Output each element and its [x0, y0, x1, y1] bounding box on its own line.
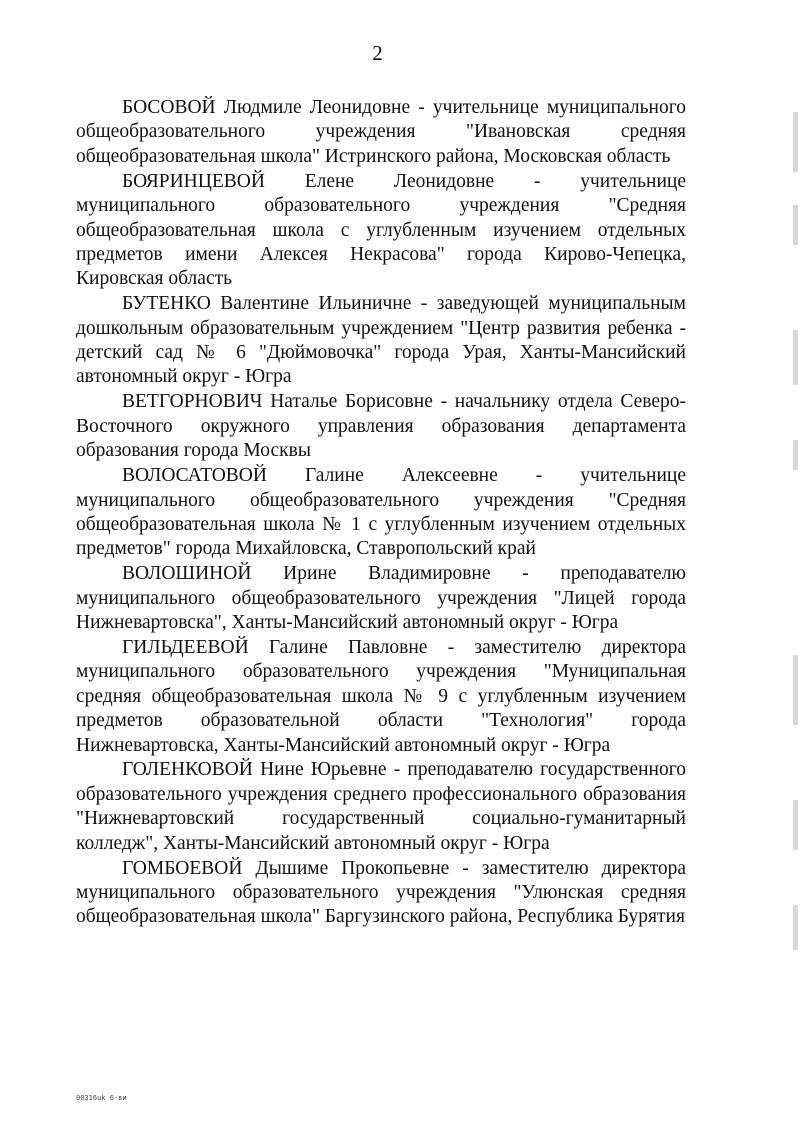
list-entry-gildeevoy: ГИЛЬДЕЕВОЙ Галине Павловне - заместителю директора муниципального образовательного учреждения "Муниципальная средняя общеобразовательная школа № 9 с углубленным изучением предметов образовательной области "Технология" города Нижневартовска, Ханты-Мансийский автономный округ - Югра [76, 636, 686, 756]
list-entry-butenko: БУТЕНКО Валентине Ильиничне - заведующей муниципальным дошкольным образовательным учреждением "Центр развития ребенка - детский сад № 6 "Дюймовочка" города Урая, Ханты-Мансийский автономный округ - Югра [76, 293, 686, 388]
page-number: 2 [372, 41, 383, 65]
award-list [76, 96, 686, 930]
document-code: 00316uk 6-ви [76, 1094, 127, 1102]
list-entry-gomboevoy: ГОМБОЕВОЙ Дышиме Прокопьевне - заместителю директора муниципального образовательного учреждения "Улюнская средняя общеобразовательная школа" Баргузинского района, Республика Бурятия [76, 857, 686, 928]
list-entry-vetgornovich: ВЕТГОРНОВИЧ Наталье Борисовне - начальнику отдела Северо-Восточного окружного управления образования департамента образования города Москвы [76, 391, 686, 462]
list-entry-golenkovoy: ГОЛЕНКОВОЙ Нине Юрьевне - преподавателю государственного образовательного учреждения среднего профессионального образования "Нижневартовский государственный социально-гуманитарный колледж", Ханты-Мансийский автономный округ - Югра [76, 759, 686, 854]
scan-edge-mark [793, 440, 798, 470]
scan-edge-mark [793, 905, 798, 950]
list-entry-bosovoy: БОСОВОЙ Людмиле Леонидовне - учительнице муниципального общеобразовательного учреждения "Ивановская средняя общеобразовательная школа" Истринского района, Московская область [76, 97, 686, 167]
list-entry-voloshinoy: ВОЛОШИНОЙ Ирине Владимировне - преподавателю муниципального общеобразовательного учреждения "Лицей города Нижневартовска", Ханты-Мансийский автономный округ - Югра [76, 563, 686, 634]
scan-edge-mark [793, 330, 798, 385]
scan-edge-mark [793, 800, 798, 850]
scan-edge-mark [793, 112, 798, 172]
scan-edge-mark [793, 205, 798, 245]
scan-edge-marks [786, 0, 800, 1131]
list-entry-volosatovoy: ВОЛОСАТОВОЙ Галине Алексеевне - учительнице муниципального общеобразовательного учреждения "Средняя общеобразовательная школа № 1 с углубленным изучением отдельных предметов" города Михайловска, Ставропольский край [76, 465, 686, 560]
scan-edge-mark [793, 655, 798, 725]
list-entry-boyarintsevoy: БОЯРИНЦЕВОЙ Елене Леонидовне - учительнице муниципального образовательного учреждения "Средняя общеобразовательная школа с углубленным изучением отдельных предметов имени Алексея Некрасова" города Кирово-Чепецка, Кировская область [76, 170, 686, 290]
